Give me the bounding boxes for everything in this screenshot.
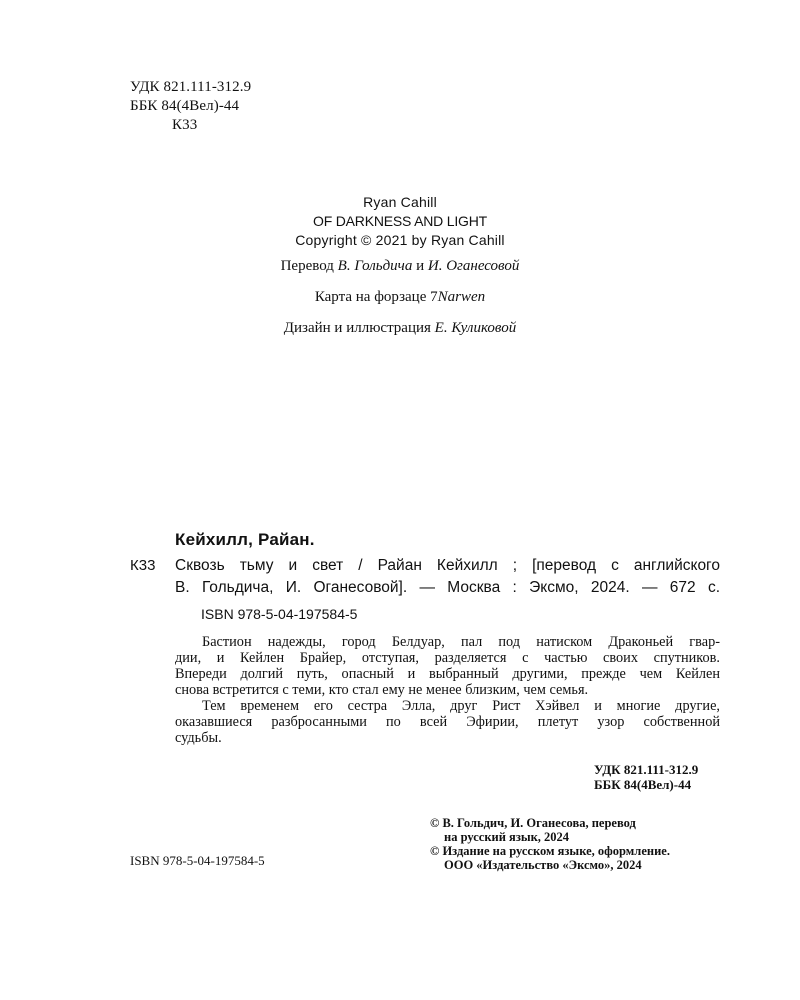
card-author-heading: Кейхилл, Райан. [175,530,315,549]
publisher-copyright: ООО «Издательство «Эксмо», 2024 [444,858,642,872]
original-title: OF DARKNESS AND LIGHT [313,213,487,229]
original-copyright: Copyright © 2021 by Ryan Cahill [295,232,505,248]
annotation-line: Тем временем его сестра Элла, друг Рист Хэйвел и многие другие, [202,698,720,714]
translation-credit: Перевод В. Гольдича и И. Оганесовой [280,258,520,274]
map-credit: Карта на форзаце 7Narwen [314,289,486,305]
map-artist: Narwen [437,289,486,305]
udk-code: УДК 821.111-312.9 [130,79,252,95]
annotation-line: судьбы. [175,730,222,746]
translator-2: И. Оганесовой [427,258,520,274]
card-description-line: Сквозь тьму и свет / Райан Кейхилл ; [перевод с английского [175,557,720,574]
translation-copyright-cont: на русский язык, 2024 [444,830,570,844]
bottom-isbn: ISBN 978-5-04-197584-5 [130,853,265,868]
annotation-line: Бастион надежды, город Белдуар, пал под натиском Драконьей гвар- [202,634,720,650]
bbk-code: ББК 84(4Вел)-44 [130,98,240,114]
russian-copyright-block [430,816,670,872]
card-author-sign-code: К33 [130,557,156,574]
card-isbn: ISBN 978-5-04-197584-5 [201,606,358,622]
translator-1: В. Гольдича [337,258,413,274]
card-udk: УДК 821.111-312.9 [594,762,699,777]
design-credit: Дизайн и иллюстрация Е. Куликовой [283,320,517,336]
card-annotation [175,634,720,746]
card-bbk: ББК 84(4Вел)-44 [594,777,692,792]
original-rights-block [0,193,800,250]
annotation-line: снова встретится с теми, кто стал ему не менее близким, чем семья. [175,682,589,698]
annotation-line: Впереди долгий путь, опасный и выбранный другими, прежде чем Кейлен [175,666,720,682]
annotation-line: оказавшиеся разбросанными по всей Эфирии, плетут узор собственной [175,714,720,730]
classification-block [130,78,251,135]
annotation-line: дии, и Кейлен Брайер, отступая, разделяется с частью своих спутников. [175,650,720,666]
designer: Е. Куликовой [434,320,517,336]
card-classification [594,762,698,792]
card-description-line: В. Гольдича, И. Оганесовой]. — Москва : Эксмо, 2024. — 672 с. [175,579,720,596]
card-bibliographic-description [175,555,720,599]
edition-copyright: © Издание на русском языке, оформление. [430,844,670,858]
translation-copyright: © В. Гольдич, И. Оганесова, перевод [430,816,636,830]
author-sign-code: К33 [172,117,198,133]
original-author: Ryan Cahill [363,194,437,210]
